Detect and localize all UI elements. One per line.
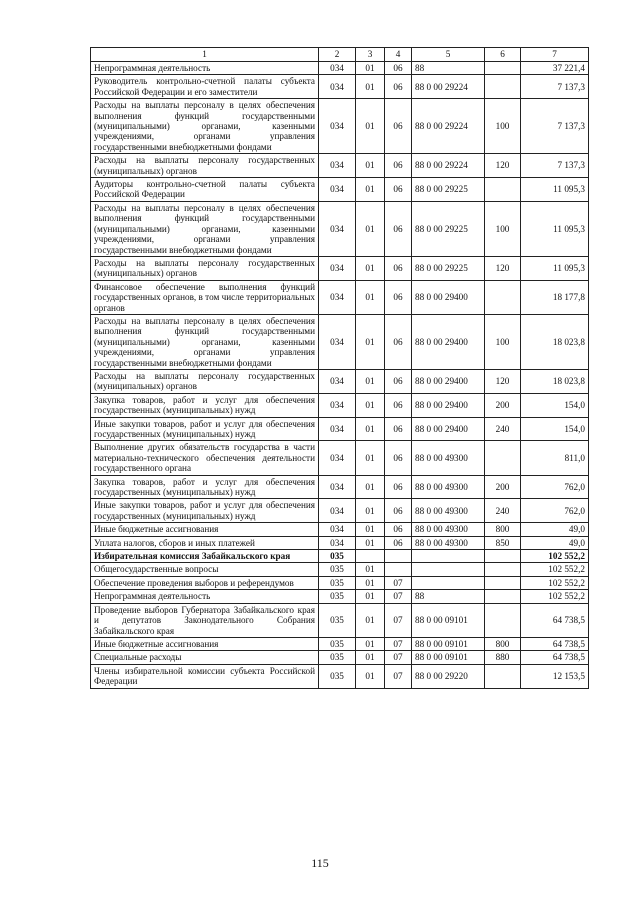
row-rz-cell: 01 bbox=[356, 75, 385, 99]
row-csr-cell: 88 0 00 09101 bbox=[412, 651, 485, 664]
row-rz-cell: 01 bbox=[356, 576, 385, 589]
table-row bbox=[91, 62, 589, 75]
row-sum-cell: 102 552,2 bbox=[521, 576, 589, 589]
col-header-7: 7 bbox=[521, 48, 589, 62]
row-ved-cell: 034 bbox=[319, 417, 356, 441]
col-header-5: 5 bbox=[412, 48, 485, 62]
table-row bbox=[91, 637, 589, 650]
row-pr-cell: 06 bbox=[385, 154, 412, 178]
col-header-1: 1 bbox=[91, 48, 319, 62]
row-name-cell: Специальные расходы bbox=[91, 651, 319, 664]
row-sum-cell: 18 177,8 bbox=[521, 280, 589, 314]
row-csr-cell: 88 0 00 29224 bbox=[412, 154, 485, 178]
row-sum-cell: 7 137,3 bbox=[521, 99, 589, 154]
row-pr-cell: 06 bbox=[385, 369, 412, 393]
row-vr-cell bbox=[485, 62, 521, 75]
row-name-cell: Закупка товаров, работ и услуг для обеспечения государственных (муниципальных) нужд bbox=[91, 393, 319, 417]
row-vr-cell: 100 bbox=[485, 314, 521, 369]
row-name-cell: Расходы на выплаты персоналу в целях обеспечения выполнения функций государственными (муниципальными) органами, казенными учреждениями, органами управления государственными внебюджетными фондами bbox=[91, 99, 319, 154]
table-row bbox=[91, 475, 589, 499]
row-rz-cell bbox=[356, 550, 385, 563]
row-rz-cell: 01 bbox=[356, 563, 385, 576]
budget-table-container bbox=[90, 47, 588, 689]
row-vr-cell: 800 bbox=[485, 637, 521, 650]
row-ved-cell: 034 bbox=[319, 475, 356, 499]
table-row bbox=[91, 99, 589, 154]
row-name-cell: Иные закупки товаров, работ и услуг для обеспечения государственных (муниципальных) нужд bbox=[91, 499, 319, 523]
row-ved-cell: 034 bbox=[319, 154, 356, 178]
row-sum-cell: 64 738,5 bbox=[521, 651, 589, 664]
row-name-cell: Расходы на выплаты персоналу государственных (муниципальных) органов bbox=[91, 256, 319, 280]
row-ved-cell: 035 bbox=[319, 576, 356, 589]
row-rz-cell: 01 bbox=[356, 201, 385, 256]
row-rz-cell: 01 bbox=[356, 664, 385, 688]
row-ved-cell: 034 bbox=[319, 393, 356, 417]
row-rz-cell: 01 bbox=[356, 475, 385, 499]
table-row bbox=[91, 603, 589, 637]
row-csr-cell bbox=[412, 550, 485, 563]
row-ved-cell: 034 bbox=[319, 369, 356, 393]
row-name-cell: Иные бюджетные ассигнования bbox=[91, 523, 319, 536]
row-csr-cell: 88 0 00 29400 bbox=[412, 369, 485, 393]
row-name-cell: Расходы на выплаты персоналу государственных (муниципальных) органов bbox=[91, 369, 319, 393]
row-pr-cell: 06 bbox=[385, 280, 412, 314]
row-csr-cell: 88 0 00 29400 bbox=[412, 280, 485, 314]
col-header-6: 6 bbox=[485, 48, 521, 62]
row-pr-cell: 06 bbox=[385, 475, 412, 499]
row-ved-cell: 034 bbox=[319, 523, 356, 536]
row-pr-cell: 07 bbox=[385, 637, 412, 650]
header-row bbox=[91, 48, 589, 62]
row-vr-cell: 120 bbox=[485, 256, 521, 280]
row-rz-cell: 01 bbox=[356, 499, 385, 523]
row-sum-cell: 64 738,5 bbox=[521, 603, 589, 637]
row-ved-cell: 035 bbox=[319, 664, 356, 688]
row-ved-cell: 035 bbox=[319, 603, 356, 637]
row-pr-cell: 07 bbox=[385, 651, 412, 664]
row-sum-cell: 154,0 bbox=[521, 417, 589, 441]
row-csr-cell: 88 0 00 09101 bbox=[412, 637, 485, 650]
row-sum-cell: 49,0 bbox=[521, 523, 589, 536]
row-csr-cell: 88 0 00 49300 bbox=[412, 475, 485, 499]
row-sum-cell: 18 023,8 bbox=[521, 369, 589, 393]
table-row bbox=[91, 178, 589, 202]
row-vr-cell bbox=[485, 178, 521, 202]
row-vr-cell: 850 bbox=[485, 536, 521, 549]
table-row bbox=[91, 417, 589, 441]
row-csr-cell: 88 0 00 29224 bbox=[412, 99, 485, 154]
row-pr-cell: 06 bbox=[385, 314, 412, 369]
row-pr-cell bbox=[385, 563, 412, 576]
row-ved-cell: 034 bbox=[319, 201, 356, 256]
row-pr-cell: 07 bbox=[385, 664, 412, 688]
table-row bbox=[91, 154, 589, 178]
row-pr-cell: 06 bbox=[385, 499, 412, 523]
table-row bbox=[91, 563, 589, 576]
row-rz-cell: 01 bbox=[356, 280, 385, 314]
row-ved-cell: 034 bbox=[319, 99, 356, 154]
row-vr-cell bbox=[485, 75, 521, 99]
row-name-cell: Расходы на выплаты персоналу государственных (муниципальных) органов bbox=[91, 154, 319, 178]
table-row bbox=[91, 499, 589, 523]
row-ved-cell: 034 bbox=[319, 178, 356, 202]
row-name-cell: Закупка товаров, работ и услуг для обеспечения государственных (муниципальных) нужд bbox=[91, 475, 319, 499]
row-vr-cell bbox=[485, 563, 521, 576]
row-rz-cell: 01 bbox=[356, 369, 385, 393]
row-ved-cell: 034 bbox=[319, 536, 356, 549]
row-pr-cell bbox=[385, 550, 412, 563]
row-name-cell: Непрограммная деятельность bbox=[91, 590, 319, 603]
row-csr-cell: 88 0 00 29225 bbox=[412, 201, 485, 256]
col-header-3: 3 bbox=[356, 48, 385, 62]
row-rz-cell: 01 bbox=[356, 637, 385, 650]
row-vr-cell bbox=[485, 550, 521, 563]
table-row bbox=[91, 550, 589, 563]
row-csr-cell: 88 0 00 29224 bbox=[412, 75, 485, 99]
table-body bbox=[91, 62, 589, 689]
row-sum-cell: 102 552,2 bbox=[521, 590, 589, 603]
row-rz-cell: 01 bbox=[356, 393, 385, 417]
table-row bbox=[91, 523, 589, 536]
row-sum-cell: 11 095,3 bbox=[521, 256, 589, 280]
table-row bbox=[91, 536, 589, 549]
row-name-cell: Избирательная комиссия Забайкальского края bbox=[91, 550, 319, 563]
budget-table bbox=[90, 47, 589, 689]
row-pr-cell: 06 bbox=[385, 393, 412, 417]
row-ved-cell: 035 bbox=[319, 651, 356, 664]
row-name-cell: Непрограммная деятельность bbox=[91, 62, 319, 75]
row-sum-cell: 11 095,3 bbox=[521, 178, 589, 202]
row-sum-cell: 11 095,3 bbox=[521, 201, 589, 256]
row-vr-cell: 100 bbox=[485, 201, 521, 256]
row-csr-cell: 88 0 00 49300 bbox=[412, 523, 485, 536]
row-csr-cell: 88 0 00 49300 bbox=[412, 441, 485, 475]
row-rz-cell: 01 bbox=[356, 62, 385, 75]
row-ved-cell: 034 bbox=[319, 256, 356, 280]
row-pr-cell: 06 bbox=[385, 75, 412, 99]
row-name-cell: Иные бюджетные ассигнования bbox=[91, 637, 319, 650]
row-csr-cell: 88 0 00 09101 bbox=[412, 603, 485, 637]
row-pr-cell: 07 bbox=[385, 603, 412, 637]
row-rz-cell: 01 bbox=[356, 536, 385, 549]
row-name-cell: Финансовое обеспечение выполнения функций государственных органов, в том числе территориальных органов bbox=[91, 280, 319, 314]
row-csr-cell: 88 0 00 29220 bbox=[412, 664, 485, 688]
row-vr-cell: 120 bbox=[485, 369, 521, 393]
table-row bbox=[91, 280, 589, 314]
row-pr-cell: 06 bbox=[385, 256, 412, 280]
row-name-cell: Руководитель контрольно-счетной палаты субъекта Российской Федерации и его заместители bbox=[91, 75, 319, 99]
row-pr-cell: 07 bbox=[385, 590, 412, 603]
row-csr-cell: 88 0 00 29400 bbox=[412, 417, 485, 441]
row-csr-cell: 88 0 00 49300 bbox=[412, 499, 485, 523]
row-ved-cell: 034 bbox=[319, 314, 356, 369]
row-vr-cell: 100 bbox=[485, 99, 521, 154]
row-sum-cell: 7 137,3 bbox=[521, 75, 589, 99]
row-sum-cell: 7 137,3 bbox=[521, 154, 589, 178]
row-name-cell: Члены избирательной комиссии субъекта Российской Федерации bbox=[91, 664, 319, 688]
row-sum-cell: 49,0 bbox=[521, 536, 589, 549]
table-row bbox=[91, 369, 589, 393]
row-sum-cell: 102 552,2 bbox=[521, 563, 589, 576]
row-name-cell: Общегосударственные вопросы bbox=[91, 563, 319, 576]
col-header-2: 2 bbox=[319, 48, 356, 62]
row-vr-cell: 240 bbox=[485, 499, 521, 523]
row-sum-cell: 64 738,5 bbox=[521, 637, 589, 650]
row-rz-cell: 01 bbox=[356, 590, 385, 603]
row-vr-cell bbox=[485, 441, 521, 475]
table-row bbox=[91, 651, 589, 664]
row-name-cell: Обеспечение проведения выборов и референдумов bbox=[91, 576, 319, 589]
row-csr-cell: 88 0 00 29225 bbox=[412, 256, 485, 280]
row-pr-cell: 06 bbox=[385, 178, 412, 202]
table-row bbox=[91, 256, 589, 280]
row-csr-cell: 88 0 00 29400 bbox=[412, 393, 485, 417]
row-pr-cell: 06 bbox=[385, 536, 412, 549]
row-rz-cell: 01 bbox=[356, 154, 385, 178]
row-rz-cell: 01 bbox=[356, 603, 385, 637]
row-ved-cell: 035 bbox=[319, 637, 356, 650]
table-row bbox=[91, 393, 589, 417]
row-rz-cell: 01 bbox=[356, 256, 385, 280]
row-pr-cell: 06 bbox=[385, 201, 412, 256]
row-csr-cell bbox=[412, 576, 485, 589]
row-csr-cell: 88 0 00 49300 bbox=[412, 536, 485, 549]
row-name-cell: Проведение выборов Губернатора Забайкальского края и депутатов Законодательного Собрания Забайкальского края bbox=[91, 603, 319, 637]
row-csr-cell bbox=[412, 563, 485, 576]
row-ved-cell: 034 bbox=[319, 280, 356, 314]
table-row bbox=[91, 576, 589, 589]
row-csr-cell: 88 0 00 29225 bbox=[412, 178, 485, 202]
row-rz-cell: 01 bbox=[356, 99, 385, 154]
row-pr-cell: 06 bbox=[385, 441, 412, 475]
row-ved-cell: 034 bbox=[319, 62, 356, 75]
row-ved-cell: 034 bbox=[319, 441, 356, 475]
row-vr-cell: 240 bbox=[485, 417, 521, 441]
row-pr-cell: 06 bbox=[385, 417, 412, 441]
row-name-cell: Расходы на выплаты персоналу в целях обеспечения выполнения функций государственными (муниципальными) органами, казенными учреждениями, органами управления государственными внебюджетными фондами bbox=[91, 201, 319, 256]
row-rz-cell: 01 bbox=[356, 441, 385, 475]
row-sum-cell: 102 552,2 bbox=[521, 550, 589, 563]
row-vr-cell bbox=[485, 280, 521, 314]
row-ved-cell: 035 bbox=[319, 563, 356, 576]
row-rz-cell: 01 bbox=[356, 651, 385, 664]
row-sum-cell: 811,0 bbox=[521, 441, 589, 475]
row-ved-cell: 035 bbox=[319, 590, 356, 603]
row-rz-cell: 01 bbox=[356, 178, 385, 202]
table-row bbox=[91, 314, 589, 369]
table-row bbox=[91, 664, 589, 688]
row-rz-cell: 01 bbox=[356, 523, 385, 536]
row-ved-cell: 035 bbox=[319, 550, 356, 563]
row-name-cell: Аудиторы контрольно-счетной палаты субъекта Российской Федерации bbox=[91, 178, 319, 202]
row-name-cell: Выполнение других обязательств государства в части материально-технического обеспечения деятельности государственного органа bbox=[91, 441, 319, 475]
row-sum-cell: 12 153,5 bbox=[521, 664, 589, 688]
row-sum-cell: 154,0 bbox=[521, 393, 589, 417]
row-pr-cell: 07 bbox=[385, 576, 412, 589]
row-csr-cell: 88 bbox=[412, 62, 485, 75]
table-row bbox=[91, 201, 589, 256]
row-rz-cell: 01 bbox=[356, 314, 385, 369]
row-vr-cell bbox=[485, 576, 521, 589]
row-vr-cell: 200 bbox=[485, 475, 521, 499]
table-row bbox=[91, 75, 589, 99]
row-ved-cell: 034 bbox=[319, 75, 356, 99]
row-name-cell: Уплата налогов, сборов и иных платежей bbox=[91, 536, 319, 549]
page-number: 115 bbox=[311, 856, 329, 870]
table-row bbox=[91, 590, 589, 603]
row-pr-cell: 06 bbox=[385, 99, 412, 154]
row-vr-cell bbox=[485, 590, 521, 603]
row-rz-cell: 01 bbox=[356, 417, 385, 441]
row-pr-cell: 06 bbox=[385, 523, 412, 536]
row-sum-cell: 762,0 bbox=[521, 475, 589, 499]
row-ved-cell: 034 bbox=[319, 499, 356, 523]
row-vr-cell: 120 bbox=[485, 154, 521, 178]
row-vr-cell: 800 bbox=[485, 523, 521, 536]
row-vr-cell: 200 bbox=[485, 393, 521, 417]
row-vr-cell bbox=[485, 603, 521, 637]
row-csr-cell: 88 0 00 29400 bbox=[412, 314, 485, 369]
row-vr-cell: 880 bbox=[485, 651, 521, 664]
row-sum-cell: 37 221,4 bbox=[521, 62, 589, 75]
row-csr-cell: 88 bbox=[412, 590, 485, 603]
row-vr-cell bbox=[485, 664, 521, 688]
row-sum-cell: 18 023,8 bbox=[521, 314, 589, 369]
table-row bbox=[91, 441, 589, 475]
row-pr-cell: 06 bbox=[385, 62, 412, 75]
row-sum-cell: 762,0 bbox=[521, 499, 589, 523]
row-name-cell: Расходы на выплаты персоналу в целях обеспечения выполнения функций государственными (муниципальными) органами, казенными учреждениями, органами управления государственными внебюджетными фондами bbox=[91, 314, 319, 369]
row-name-cell: Иные закупки товаров, работ и услуг для обеспечения государственных (муниципальных) нужд bbox=[91, 417, 319, 441]
col-header-4: 4 bbox=[385, 48, 412, 62]
